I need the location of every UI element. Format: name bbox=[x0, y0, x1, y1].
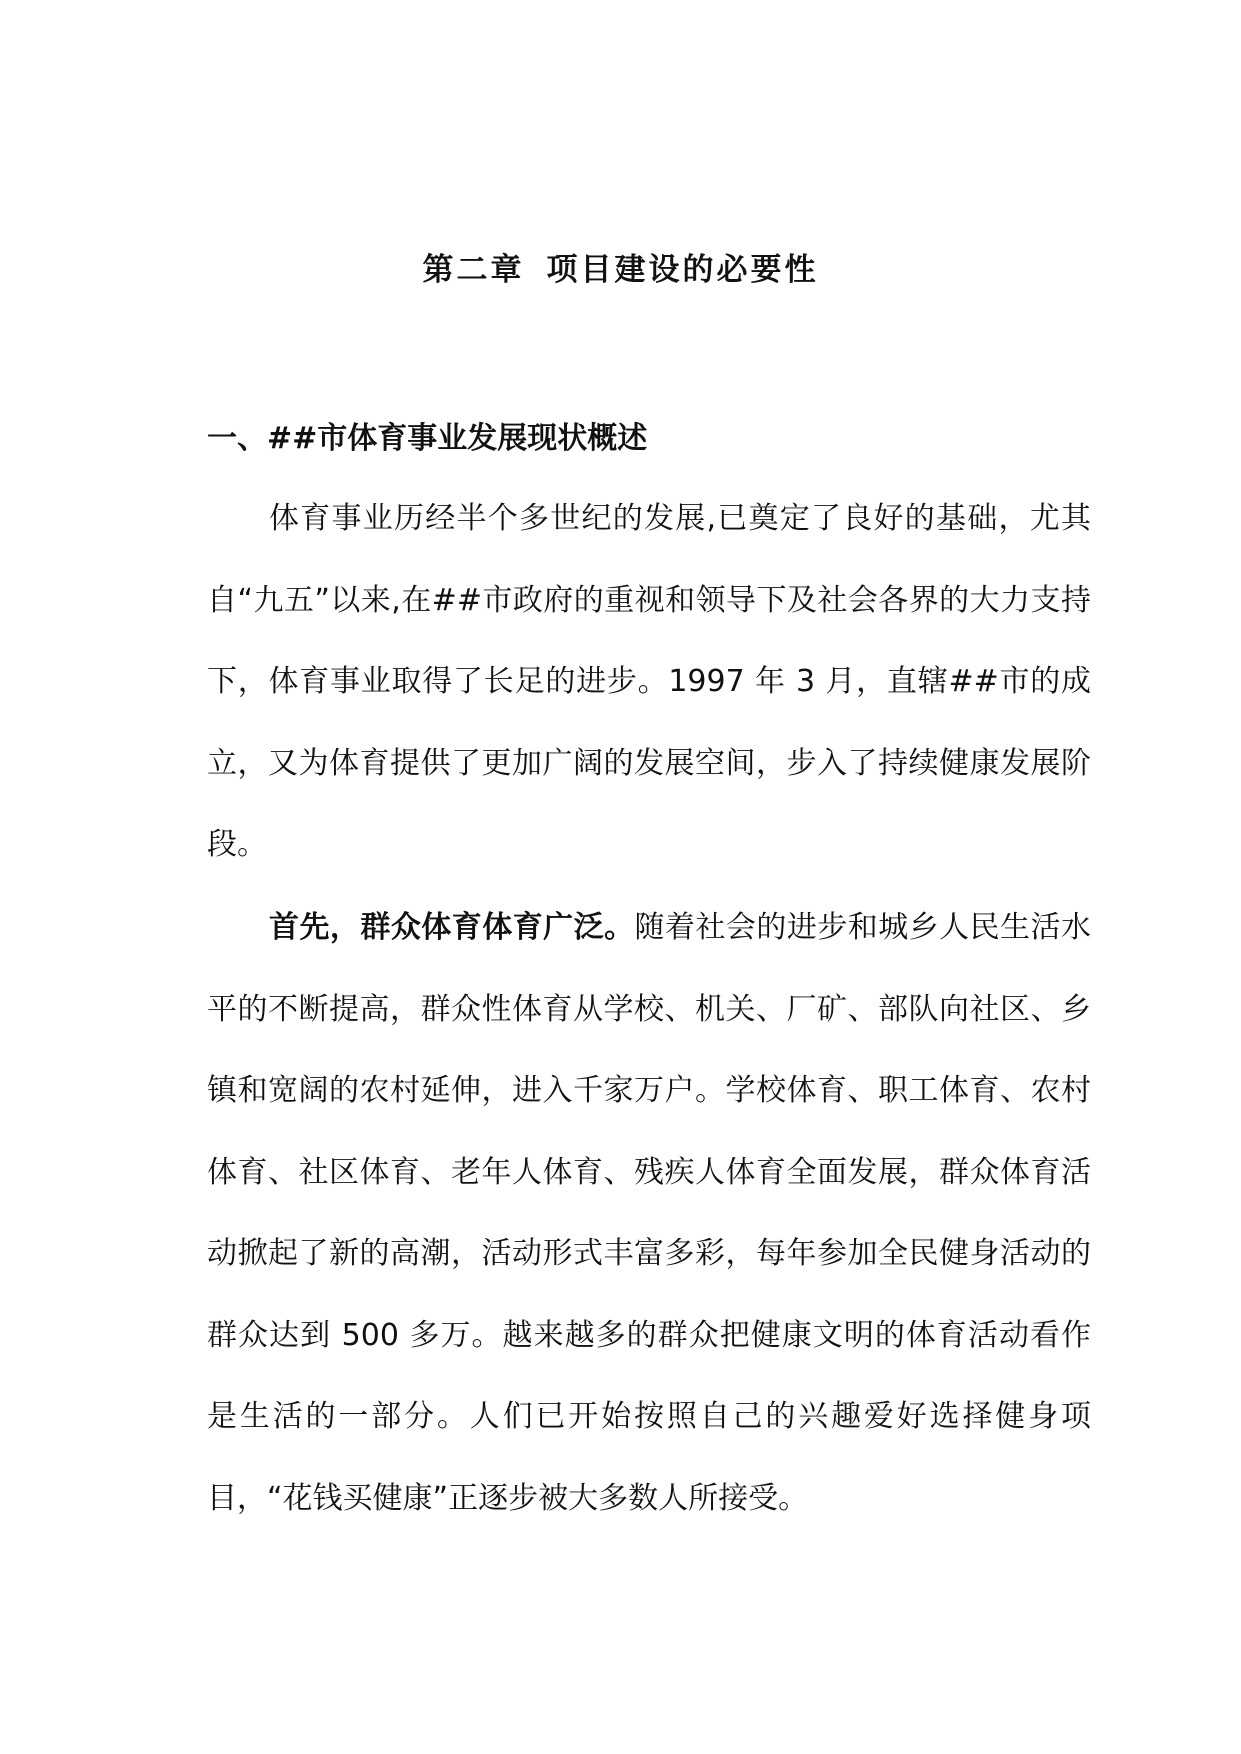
chapter-label: 第二章 bbox=[422, 252, 525, 288]
chapter-title bbox=[0, 250, 1241, 290]
paragraph-text: 体育事业历经半个多世纪的发展,已奠定了良好的基础，尤其自“九五”以来,在##市政府的重视和领导下及社会各界的大力支持下，体育事业取得了长足的进步。1997 年 3 月，直辖##市的成立，又为体育提供了更加广阔的发展空间，步入了持续健康发展阶段。 bbox=[207, 501, 1091, 862]
chapter-name: 项目建设的必要性 bbox=[546, 252, 819, 288]
paragraph-text: 随着社会的进步和城乡人民生活水平的不断提高，群众性体育从学校、机关、厂矿、部队向社区、乡镇和宽阔的农村延伸，进入千家万户。学校体育、职工体育、农村体育、社区体育、老年人体育、残疾人体育全面发展，群众体育活动掀起了新的高潮，活动形式丰富多彩，每年参加全民健身活动的群众达到 500 多万。越来越多的群众把健康文明的体育活动看作是生活的一部分。人们已开始按照自己的兴趣爱好选择健身项目，“花钱买健康”正逐步被大多数人所接受。 bbox=[207, 910, 1092, 1516]
paragraph-lead: 首先，群众体育体育广泛。 bbox=[269, 910, 635, 945]
paragraph-overview bbox=[207, 478, 1091, 886]
paragraph-mass-sports bbox=[207, 887, 1091, 1539]
section-heading: 一、##市体育事业发展现状概述 bbox=[207, 421, 648, 456]
